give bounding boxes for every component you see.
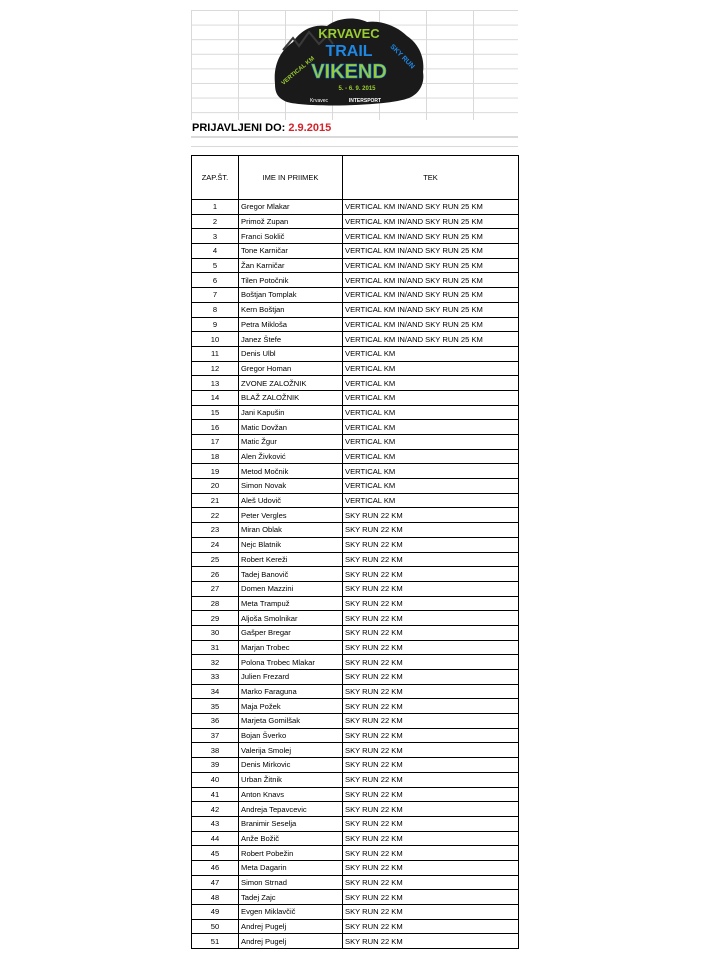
cell-race: SKY RUN 22 KM xyxy=(343,758,519,773)
cell-name: Metod Močnik xyxy=(239,464,343,479)
table-row xyxy=(192,772,519,787)
cell-name: Denis Mirkovic xyxy=(239,758,343,773)
cell-name: Domen Mazzini xyxy=(239,581,343,596)
cell-race: SKY RUN 22 KM xyxy=(343,596,519,611)
table-row xyxy=(192,890,519,905)
cell-number: 38 xyxy=(192,743,239,758)
cell-number: 43 xyxy=(192,816,239,831)
table-row xyxy=(192,743,519,758)
table-row xyxy=(192,317,519,332)
table-header-row xyxy=(192,156,519,200)
cell-number: 18 xyxy=(192,449,239,464)
cell-number: 12 xyxy=(192,361,239,376)
cell-race: SKY RUN 22 KM xyxy=(343,728,519,743)
table-row xyxy=(192,229,519,244)
table-row xyxy=(192,816,519,831)
table-row xyxy=(192,625,519,640)
cell-name: Simon Novak xyxy=(239,479,343,494)
table-row xyxy=(192,831,519,846)
cell-number: 21 xyxy=(192,493,239,508)
cell-name: Simon Strnad xyxy=(239,875,343,890)
table-row xyxy=(192,214,519,229)
cell-number: 25 xyxy=(192,552,239,567)
cell-number: 7 xyxy=(192,288,239,303)
table-row xyxy=(192,288,519,303)
cell-name: Gregor Mlakar xyxy=(239,200,343,215)
table-row xyxy=(192,860,519,875)
cell-race: VERTICAL KM IN/AND SKY RUN 25 KM xyxy=(343,244,519,259)
table-row xyxy=(192,302,519,317)
cell-race: VERTICAL KM xyxy=(343,464,519,479)
table-row xyxy=(192,728,519,743)
table-row xyxy=(192,640,519,655)
spreadsheet-page xyxy=(191,10,518,949)
cell-name: Robert Kereži xyxy=(239,552,343,567)
cell-name: Marjeta Gomilšak xyxy=(239,714,343,729)
cell-number: 1 xyxy=(192,200,239,215)
cell-number: 50 xyxy=(192,919,239,934)
table-row xyxy=(192,787,519,802)
cell-number: 39 xyxy=(192,758,239,773)
cell-race: SKY RUN 22 KM xyxy=(343,581,519,596)
spacer-rows xyxy=(191,137,518,155)
cell-race: VERTICAL KM IN/AND SKY RUN 25 KM xyxy=(343,288,519,303)
cell-race: VERTICAL KM IN/AND SKY RUN 25 KM xyxy=(343,302,519,317)
cell-name: Matic Dovžan xyxy=(239,420,343,435)
cell-name: Anže Božič xyxy=(239,831,343,846)
cell-name: Valerija Smolej xyxy=(239,743,343,758)
cell-name: Urban Žitnik xyxy=(239,772,343,787)
cell-number: 10 xyxy=(192,332,239,347)
table-row xyxy=(192,244,519,259)
cell-race: VERTICAL KM IN/AND SKY RUN 25 KM xyxy=(343,273,519,288)
cell-number: 30 xyxy=(192,625,239,640)
cell-name: Gregor Homan xyxy=(239,361,343,376)
cell-number: 19 xyxy=(192,464,239,479)
cell-name: Tadej Banovič xyxy=(239,567,343,582)
cell-number: 37 xyxy=(192,728,239,743)
table-row xyxy=(192,537,519,552)
cell-number: 32 xyxy=(192,655,239,670)
cell-number: 22 xyxy=(192,508,239,523)
logo-brand-top: KRVAVEC xyxy=(318,26,380,41)
cell-name: Kern Boštjan xyxy=(239,302,343,317)
cell-race: SKY RUN 22 KM xyxy=(343,934,519,949)
cell-name: Alen Živković xyxy=(239,449,343,464)
cell-race: VERTICAL KM xyxy=(343,493,519,508)
deadline-label: PRIJAVLJENI DO: xyxy=(192,122,286,134)
cell-race: SKY RUN 22 KM xyxy=(343,611,519,626)
cell-name: Andreja Tepavcevic xyxy=(239,802,343,817)
cell-number: 45 xyxy=(192,846,239,861)
logo-brand-trail: TRAIL xyxy=(325,43,373,60)
table-row xyxy=(192,919,519,934)
cell-race: SKY RUN 22 KM xyxy=(343,684,519,699)
cell-name: Andrej Pugelj xyxy=(239,919,343,934)
cell-race: SKY RUN 22 KM xyxy=(343,772,519,787)
table-row xyxy=(192,405,519,420)
cell-race: SKY RUN 22 KM xyxy=(343,816,519,831)
cell-race: VERTICAL KM IN/AND SKY RUN 25 KM xyxy=(343,332,519,347)
cell-name: Peter Vergles xyxy=(239,508,343,523)
table-row xyxy=(192,802,519,817)
cell-number: 24 xyxy=(192,537,239,552)
cell-number: 49 xyxy=(192,905,239,920)
column-header-number: ZAP.ŠT. xyxy=(192,156,239,200)
cell-number: 11 xyxy=(192,346,239,361)
cell-race: VERTICAL KM xyxy=(343,376,519,391)
cell-name: Polona Trobec Mlakar xyxy=(239,655,343,670)
cell-name: Matic Žgur xyxy=(239,435,343,450)
cell-name: Aljoša Smolnikar xyxy=(239,611,343,626)
cell-name: Maja Požek xyxy=(239,699,343,714)
cell-name: Žan Karničar xyxy=(239,258,343,273)
cell-number: 26 xyxy=(192,567,239,582)
cell-number: 27 xyxy=(192,581,239,596)
table-row xyxy=(192,552,519,567)
cell-race: SKY RUN 22 KM xyxy=(343,831,519,846)
cell-name: Tadej Zajc xyxy=(239,890,343,905)
table-row xyxy=(192,523,519,538)
table-row xyxy=(192,479,519,494)
cell-name: Miran Oblak xyxy=(239,523,343,538)
cell-number: 23 xyxy=(192,523,239,538)
cell-number: 48 xyxy=(192,890,239,905)
cell-race: VERTICAL KM IN/AND SKY RUN 25 KM xyxy=(343,229,519,244)
cell-number: 9 xyxy=(192,317,239,332)
table-row xyxy=(192,200,519,215)
cell-number: 44 xyxy=(192,831,239,846)
cell-number: 3 xyxy=(192,229,239,244)
table-row xyxy=(192,596,519,611)
cell-name: Robert Pobežin xyxy=(239,846,343,861)
cell-name: Bojan Šverko xyxy=(239,728,343,743)
column-header-name: IME IN PRIIMEK xyxy=(239,156,343,200)
table-row xyxy=(192,611,519,626)
cell-race: SKY RUN 22 KM xyxy=(343,640,519,655)
cell-name: Petra Mikloša xyxy=(239,317,343,332)
table-row xyxy=(192,390,519,405)
cell-name: Anton Knavs xyxy=(239,787,343,802)
cell-name: Julien Frezard xyxy=(239,670,343,685)
table-row xyxy=(192,420,519,435)
cell-race: SKY RUN 22 KM xyxy=(343,523,519,538)
cell-number: 42 xyxy=(192,802,239,817)
table-row xyxy=(192,714,519,729)
logo-brand-vikend: VIKEND xyxy=(311,61,387,83)
cell-number: 47 xyxy=(192,875,239,890)
cell-name: Marko Faraguna xyxy=(239,684,343,699)
cell-name: Meta Dagarin xyxy=(239,860,343,875)
cell-name: Boštjan Tomplak xyxy=(239,288,343,303)
cell-race: SKY RUN 22 KM xyxy=(343,919,519,934)
logo-sponsor-krvavec: Krvavec xyxy=(309,98,329,104)
table-row xyxy=(192,567,519,582)
cell-name: Meta Trampuž xyxy=(239,596,343,611)
event-logo xyxy=(269,14,429,110)
cell-race: VERTICAL KM IN/AND SKY RUN 25 KM xyxy=(343,214,519,229)
cell-race: VERTICAL KM xyxy=(343,449,519,464)
cell-race: VERTICAL KM IN/AND SKY RUN 25 KM xyxy=(343,200,519,215)
cell-race: SKY RUN 22 KM xyxy=(343,787,519,802)
cell-race: SKY RUN 22 KM xyxy=(343,670,519,685)
cell-race: VERTICAL KM xyxy=(343,435,519,450)
cell-race: SKY RUN 22 KM xyxy=(343,890,519,905)
cell-name: Tilen Potočnik xyxy=(239,273,343,288)
cell-race: SKY RUN 22 KM xyxy=(343,743,519,758)
cell-number: 40 xyxy=(192,772,239,787)
cell-race: SKY RUN 22 KM xyxy=(343,655,519,670)
cell-number: 28 xyxy=(192,596,239,611)
table-row xyxy=(192,493,519,508)
cell-name: Denis Ulbl xyxy=(239,346,343,361)
cell-number: 34 xyxy=(192,684,239,699)
cell-race: VERTICAL KM IN/AND SKY RUN 25 KM xyxy=(343,258,519,273)
cell-race: VERTICAL KM xyxy=(343,405,519,420)
cell-name: Tone Karničar xyxy=(239,244,343,259)
logo-dates: 5. - 6. 9. 2015 xyxy=(338,86,376,92)
cell-name: Evgen Miklavčič xyxy=(239,905,343,920)
cell-name: Gašper Bregar xyxy=(239,625,343,640)
cell-number: 5 xyxy=(192,258,239,273)
table-row xyxy=(192,684,519,699)
table-row xyxy=(192,581,519,596)
cell-race: SKY RUN 22 KM xyxy=(343,567,519,582)
cell-number: 4 xyxy=(192,244,239,259)
cell-number: 29 xyxy=(192,611,239,626)
cell-race: VERTICAL KM xyxy=(343,390,519,405)
table-row xyxy=(192,846,519,861)
logo-left-arc: VERTICAL KM xyxy=(280,55,316,87)
table-row xyxy=(192,655,519,670)
cell-number: 33 xyxy=(192,670,239,685)
cell-race: VERTICAL KM xyxy=(343,361,519,376)
cell-race: SKY RUN 22 KM xyxy=(343,714,519,729)
table-row xyxy=(192,464,519,479)
cell-name: Primož Zupan xyxy=(239,214,343,229)
cell-race: VERTICAL KM IN/AND SKY RUN 25 KM xyxy=(343,317,519,332)
cell-race: VERTICAL KM xyxy=(343,346,519,361)
cell-number: 31 xyxy=(192,640,239,655)
cell-race: VERTICAL KM xyxy=(343,479,519,494)
cell-name: ZVONE ZALOŽNIK xyxy=(239,376,343,391)
cell-race: SKY RUN 22 KM xyxy=(343,802,519,817)
table-row xyxy=(192,273,519,288)
cell-name: Marjan Trobec xyxy=(239,640,343,655)
cell-number: 35 xyxy=(192,699,239,714)
table-row xyxy=(192,508,519,523)
table-row xyxy=(192,449,519,464)
cell-race: SKY RUN 22 KM xyxy=(343,875,519,890)
cell-name: BLAŽ ZALOŽNIK xyxy=(239,390,343,405)
table-row xyxy=(192,346,519,361)
cell-name: Jani Kapušin xyxy=(239,405,343,420)
registrants-table xyxy=(191,155,519,949)
table-row xyxy=(192,905,519,920)
cell-race: SKY RUN 22 KM xyxy=(343,905,519,920)
cell-race: SKY RUN 22 KM xyxy=(343,699,519,714)
deadline-line xyxy=(191,120,518,137)
cell-number: 8 xyxy=(192,302,239,317)
cell-name: Franci Soklič xyxy=(239,229,343,244)
cell-name: Nejc Blatnik xyxy=(239,537,343,552)
cell-race: SKY RUN 22 KM xyxy=(343,552,519,567)
cell-number: 17 xyxy=(192,435,239,450)
cell-race: VERTICAL KM xyxy=(343,420,519,435)
table-row xyxy=(192,699,519,714)
cell-number: 46 xyxy=(192,860,239,875)
table-row xyxy=(192,670,519,685)
cell-number: 14 xyxy=(192,390,239,405)
cell-number: 20 xyxy=(192,479,239,494)
table-row xyxy=(192,376,519,391)
cell-number: 13 xyxy=(192,376,239,391)
cell-name: Janez Štefe xyxy=(239,332,343,347)
logo-sponsor-intersport: INTERSPORT xyxy=(348,98,382,104)
cell-race: SKY RUN 22 KM xyxy=(343,860,519,875)
cell-number: 15 xyxy=(192,405,239,420)
table-row xyxy=(192,258,519,273)
cell-number: 36 xyxy=(192,714,239,729)
cell-number: 51 xyxy=(192,934,239,949)
cell-race: SKY RUN 22 KM xyxy=(343,537,519,552)
table-row xyxy=(192,332,519,347)
table-row xyxy=(192,435,519,450)
cell-number: 16 xyxy=(192,420,239,435)
table-row xyxy=(192,934,519,949)
table-row xyxy=(192,758,519,773)
cell-race: SKY RUN 22 KM xyxy=(343,846,519,861)
logo-area xyxy=(191,10,518,120)
cell-race: SKY RUN 22 KM xyxy=(343,625,519,640)
cell-name: Andrej Pugelj xyxy=(239,934,343,949)
cell-race: SKY RUN 22 KM xyxy=(343,508,519,523)
logo-right-arc: SKY RUN xyxy=(388,43,416,71)
table-row xyxy=(192,875,519,890)
column-header-race: TEK xyxy=(343,156,519,200)
deadline-date: 2.9.2015 xyxy=(288,122,332,134)
cell-name: Branimir Seselja xyxy=(239,816,343,831)
cell-name: Aleš Udovič xyxy=(239,493,343,508)
cell-number: 41 xyxy=(192,787,239,802)
cell-number: 2 xyxy=(192,214,239,229)
cell-number: 6 xyxy=(192,273,239,288)
table-row xyxy=(192,361,519,376)
